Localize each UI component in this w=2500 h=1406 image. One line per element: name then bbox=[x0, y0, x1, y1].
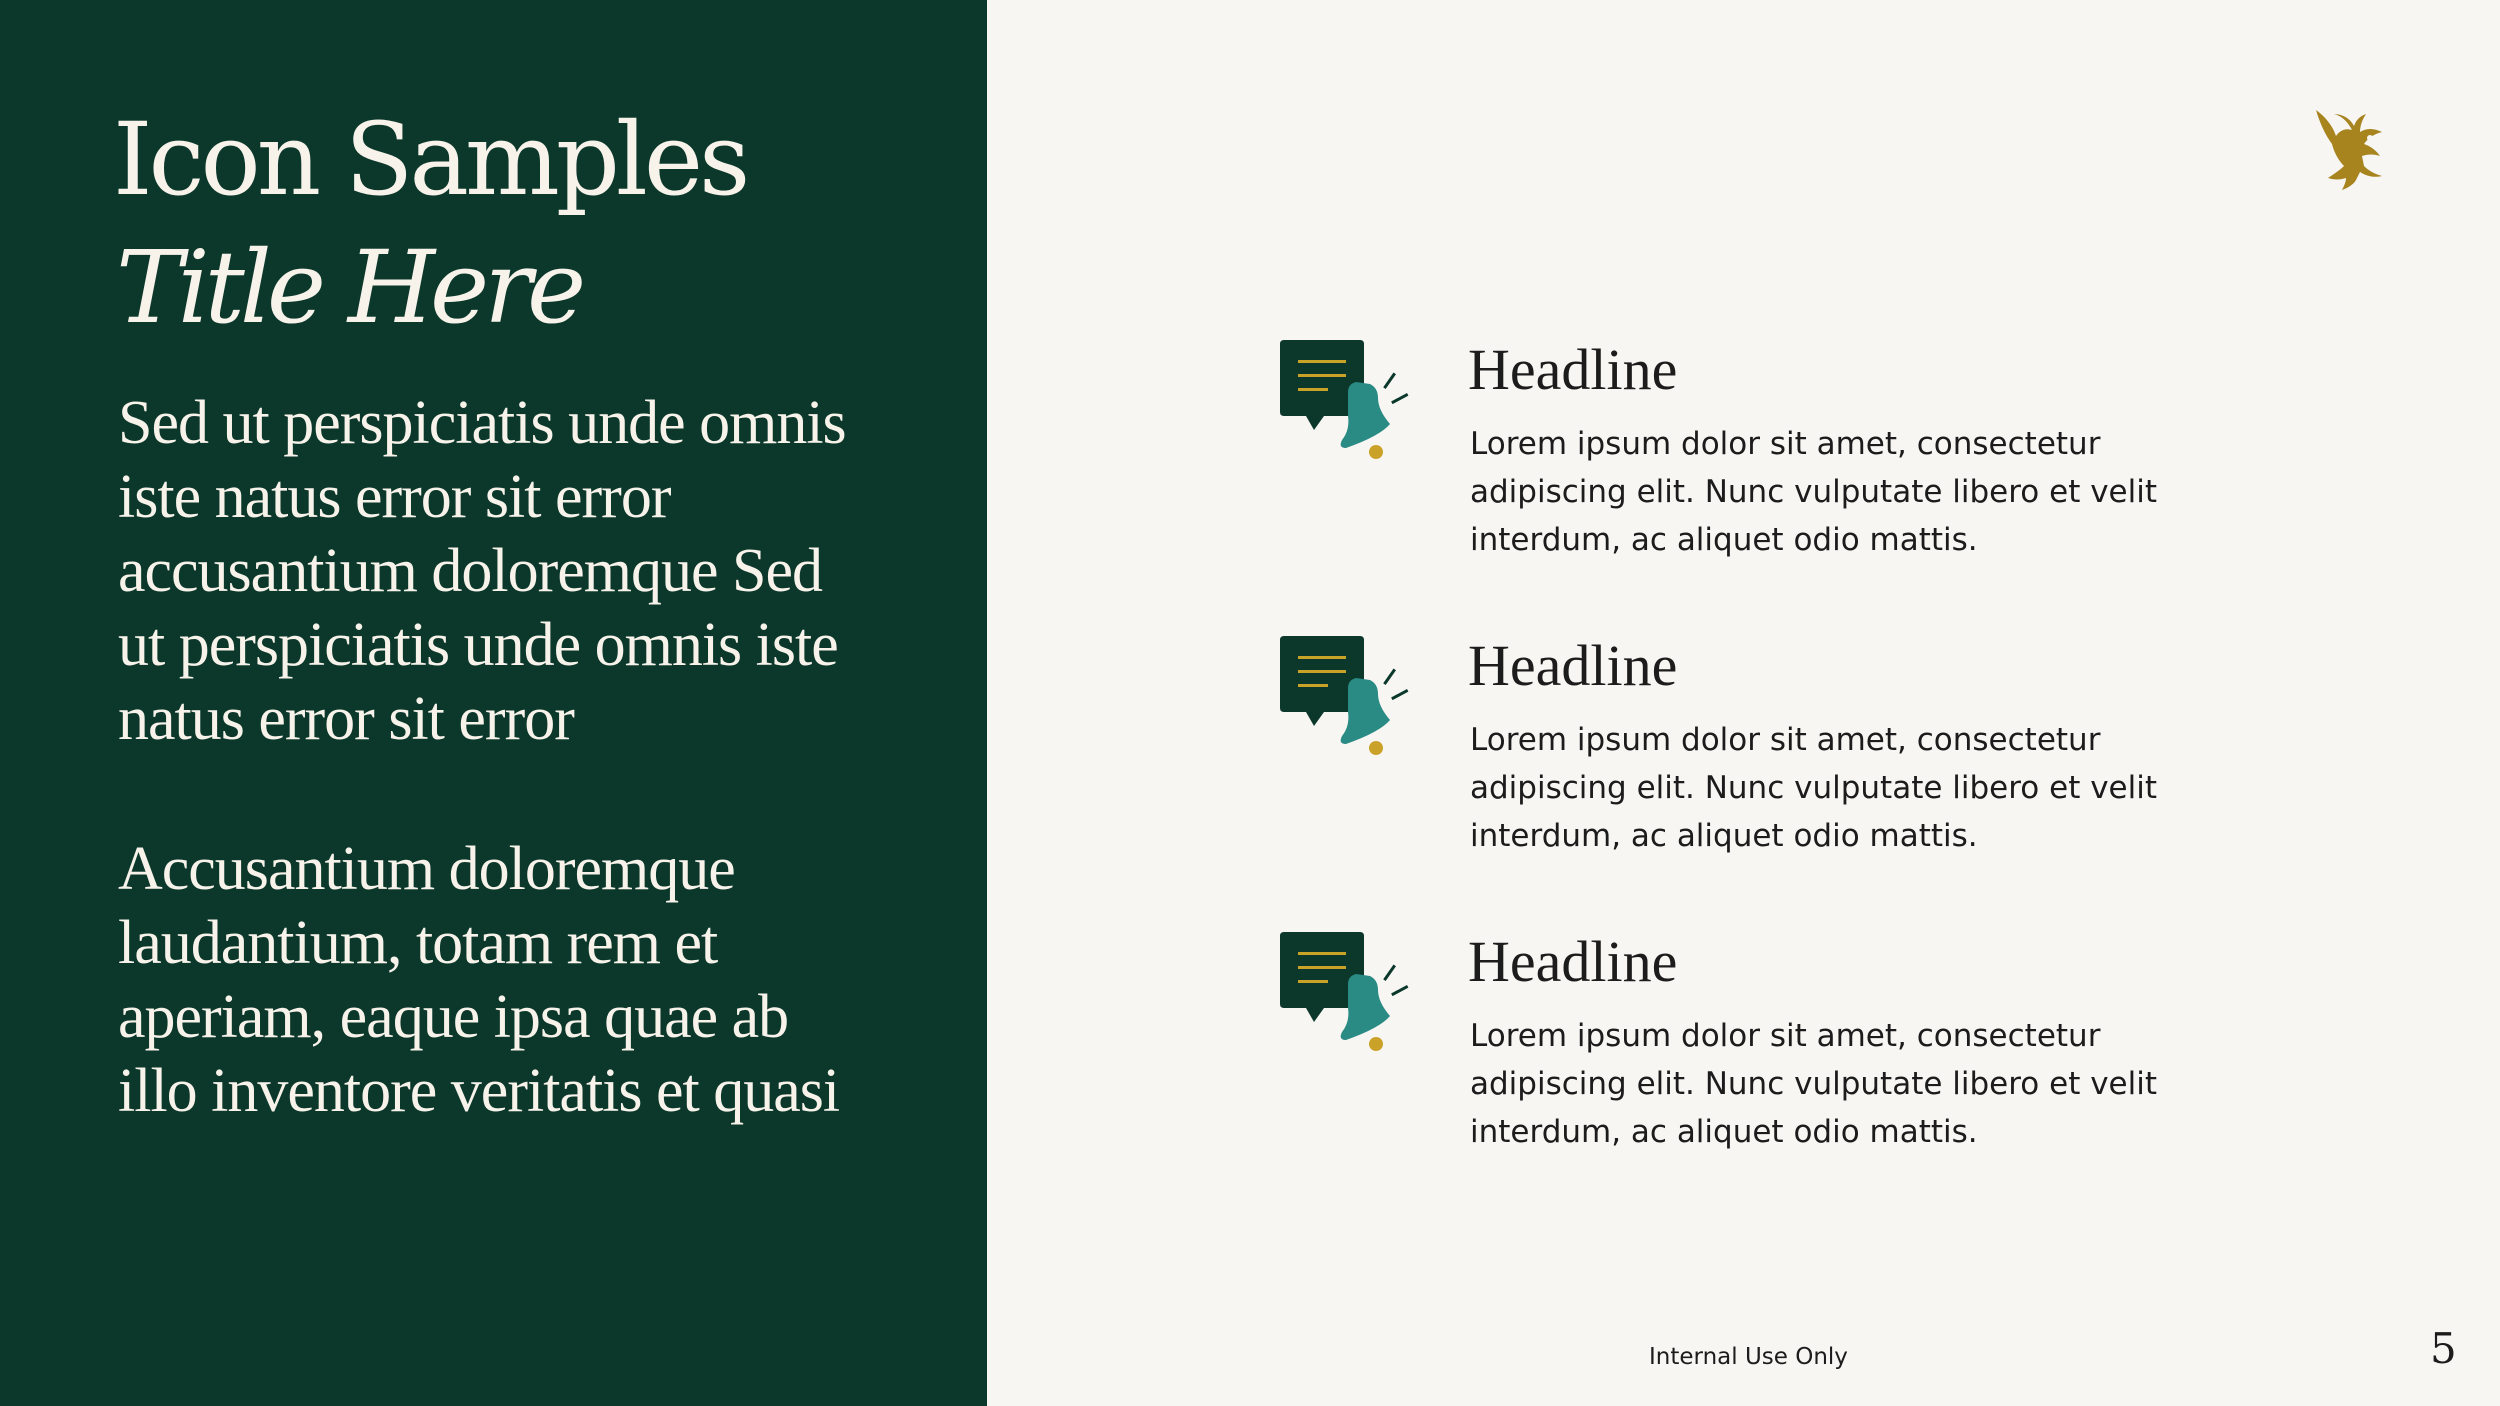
left-panel bbox=[0, 0, 987, 1406]
secondary-paragraph: Accusantium doloremque laudantium, totam rem et aperiam, eaque ipsa quae ab illo inventore veritatis et quasi bbox=[118, 835, 840, 1125]
feature-headline: Headline bbox=[1468, 337, 1678, 402]
feature-item bbox=[1280, 633, 2280, 876]
feature-body: Lorem ipsum dolor sit amet, consectetur adipiscing elit. Nunc vulputate libero et velit interdum, ac aliquet odio mattis. bbox=[1470, 722, 2158, 854]
slide-subtitle: Title Here bbox=[116, 229, 582, 346]
slide-title: Icon Samples bbox=[113, 101, 747, 218]
chat-bell-notification-icon bbox=[1280, 932, 1425, 1062]
intro-paragraph: Sed ut perspiciatis unde omnis iste natus error sit error accusantium doloremque Sed ut perspiciatis unde omnis iste natus error sit error bbox=[118, 389, 846, 753]
page-number: 5 bbox=[2430, 1324, 2457, 1373]
chat-bell-notification-icon bbox=[1280, 636, 1425, 766]
feature-headline: Headline bbox=[1468, 929, 1678, 994]
feature-headline: Headline bbox=[1468, 633, 1678, 698]
eagle-logo-icon bbox=[2312, 108, 2392, 192]
feature-body: Lorem ipsum dolor sit amet, consectetur adipiscing elit. Nunc vulputate libero et velit interdum, ac aliquet odio mattis. bbox=[1470, 1018, 2158, 1150]
feature-item bbox=[1280, 337, 2280, 580]
feature-item bbox=[1280, 929, 2280, 1172]
feature-body: Lorem ipsum dolor sit amet, consectetur adipiscing elit. Nunc vulputate libero et velit interdum, ac aliquet odio mattis. bbox=[1470, 426, 2158, 558]
chat-bell-notification-icon bbox=[1280, 340, 1425, 470]
footer-internal-use-label: Internal Use Only bbox=[1649, 1344, 1848, 1370]
